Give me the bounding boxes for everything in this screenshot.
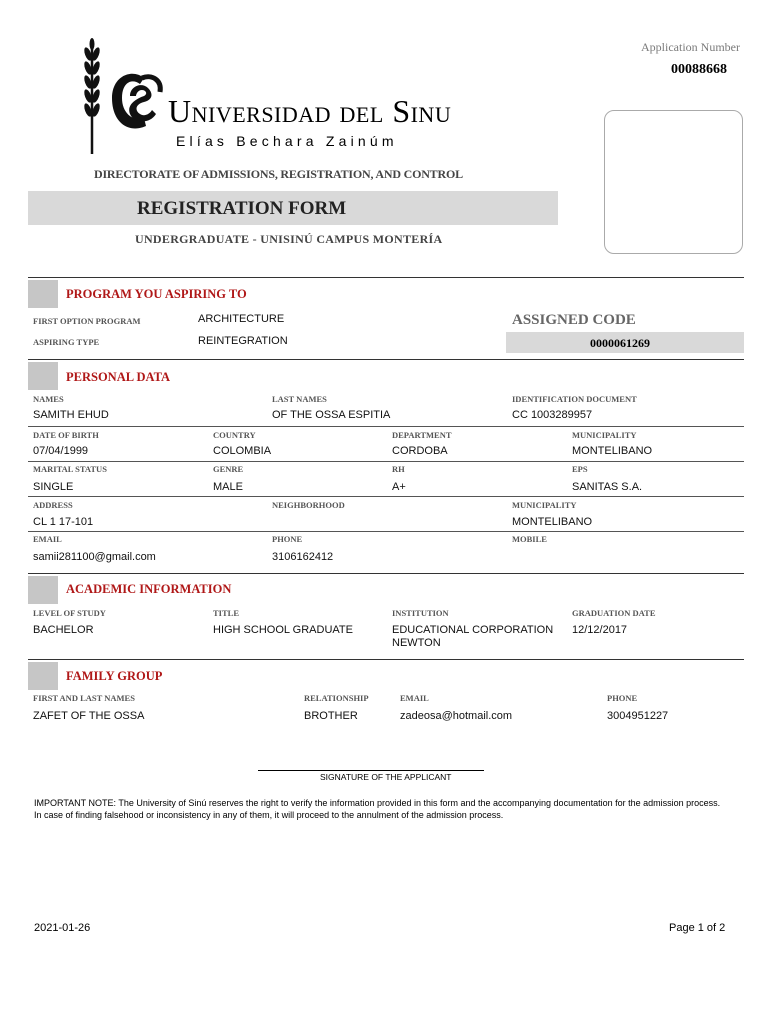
assigned-code-label: ASSIGNED CODE [512,312,636,328]
signature-label: SIGNATURE OF THE APPLICANT [320,772,452,782]
graduation-date-value: 12/12/2017 [572,624,628,636]
last-names-value: OF THE OSSA ESPITIA [272,409,391,421]
names-label: NAMES [33,394,64,404]
municipality2-value: MONTELIBANO [512,516,593,528]
phone-label: PHONE [272,534,303,544]
genre-value: MALE [213,481,243,493]
title-label: TITLE [213,608,239,618]
last-names-label: LAST NAMES [272,394,327,404]
municipality-value: MONTELIBANO [572,445,653,457]
row-divider [28,461,744,462]
section-title-personal: PERSONAL DATA [66,370,171,384]
mobile-label: MOBILE [512,534,547,544]
divider [28,359,744,360]
assigned-code-value: 0000061269 [590,336,650,350]
names-value: SAMITH EHUD [33,409,109,421]
application-number-label: Application Number [641,40,740,54]
application-number: 00088668 [671,62,727,77]
first-option-value: ARCHITECTURE [198,313,285,325]
family-phone-label: PHONE [607,693,638,703]
section-title-program: PROGRAM YOU ASPIRING TO [66,287,247,301]
university-subtitle: Elías Bechara Zainúm [176,133,398,149]
family-email-value: zadeosa@hotmail.com [400,710,513,722]
divider [28,659,744,660]
family-name-value: ZAFET OF THE OSSA [33,710,145,722]
section-marker [28,662,58,690]
department-value: CORDOBA [392,445,448,457]
marital-status-label: MARITAL STATUS [33,464,107,474]
address-value: CL 1 17-101 [33,516,94,528]
aspiring-type-value: REINTEGRATION [198,335,288,347]
level-of-study-value: BACHELOR [33,624,94,636]
dob-label: DATE OF BIRTH [33,430,99,440]
eps-label: EPS [572,464,588,474]
title-value: HIGH SCHOOL GRADUATE [213,624,353,636]
section-marker [28,280,58,308]
id-document-label: IDENTIFICATION DOCUMENT [512,394,637,404]
institution-value: EDUCATIONAL CORPORATION NEWTON [392,624,554,649]
important-note: IMPORTANT NOTE: The University of Sinú reserves the right to verify the information provided in this form and the accompanying documentation for the admission process. In case of finding falsehood or inconsistency in any of them, it will proceed to the annulment of the admission process. [34,798,721,820]
neighborhood-label: NEIGHBORHOOD [272,500,345,510]
aspiring-type-label: ASPIRING TYPE [33,337,100,347]
university-name: Universidad del Sinu [168,93,452,129]
family-email-label: EMAIL [400,693,429,703]
section-marker [28,362,58,390]
divider [28,573,744,574]
directorate-heading: DIRECTORATE OF ADMISSIONS, REGISTRATION, AND CONTROL [94,167,463,181]
relationship-label: RELATIONSHIP [304,693,369,703]
section-marker [28,576,58,604]
relationship-value: BROTHER [304,710,358,722]
phone-value: 3106162412 [272,551,334,563]
section-title-academic: ACADEMIC INFORMATION [66,582,232,596]
graduation-date-label: GRADUATION DATE [572,608,656,618]
section-title-family: FAMILY GROUP [66,669,163,683]
rh-value: A+ [392,481,406,493]
row-divider [28,496,744,497]
institution-label: INSTITUTION [392,608,449,618]
country-value: COLOMBIA [213,445,272,457]
footer-date: 2021-01-26 [34,922,91,934]
country-label: COUNTRY [213,430,256,440]
row-divider [28,531,744,532]
email-label: EMAIL [33,534,62,544]
divider [28,277,744,278]
marital-status-value: SINGLE [33,481,74,493]
address-label: ADDRESS [33,500,73,510]
email-value: samii281100@gmail.com [33,551,156,563]
eps-value: SANITAS S.A. [572,481,643,493]
municipality2-label: MUNICIPALITY [512,500,577,510]
page-number: Page 1 of 2 [669,922,726,934]
signature-line [258,770,484,771]
form-title: REGISTRATION FORM [137,198,347,219]
rh-label: RH [392,464,405,474]
row-divider [28,426,744,427]
campus-subtitle: UNDERGRADUATE - UNISINÚ CAMPUS MONTERÍA [135,232,443,246]
family-phone-value: 3004951227 [607,710,669,722]
department-label: DEPARTMENT [392,430,452,440]
level-of-study-label: LEVEL OF STUDY [33,608,106,618]
family-name-label: FIRST AND LAST NAMES [33,693,135,703]
id-document-value: CC 1003289957 [512,409,593,421]
photo-box [604,110,743,254]
dob-value: 07/04/1999 [33,445,89,457]
first-option-label: FIRST OPTION PROGRAM [33,316,141,326]
genre-label: GENRE [213,464,244,474]
municipality-label: MUNICIPALITY [572,430,637,440]
